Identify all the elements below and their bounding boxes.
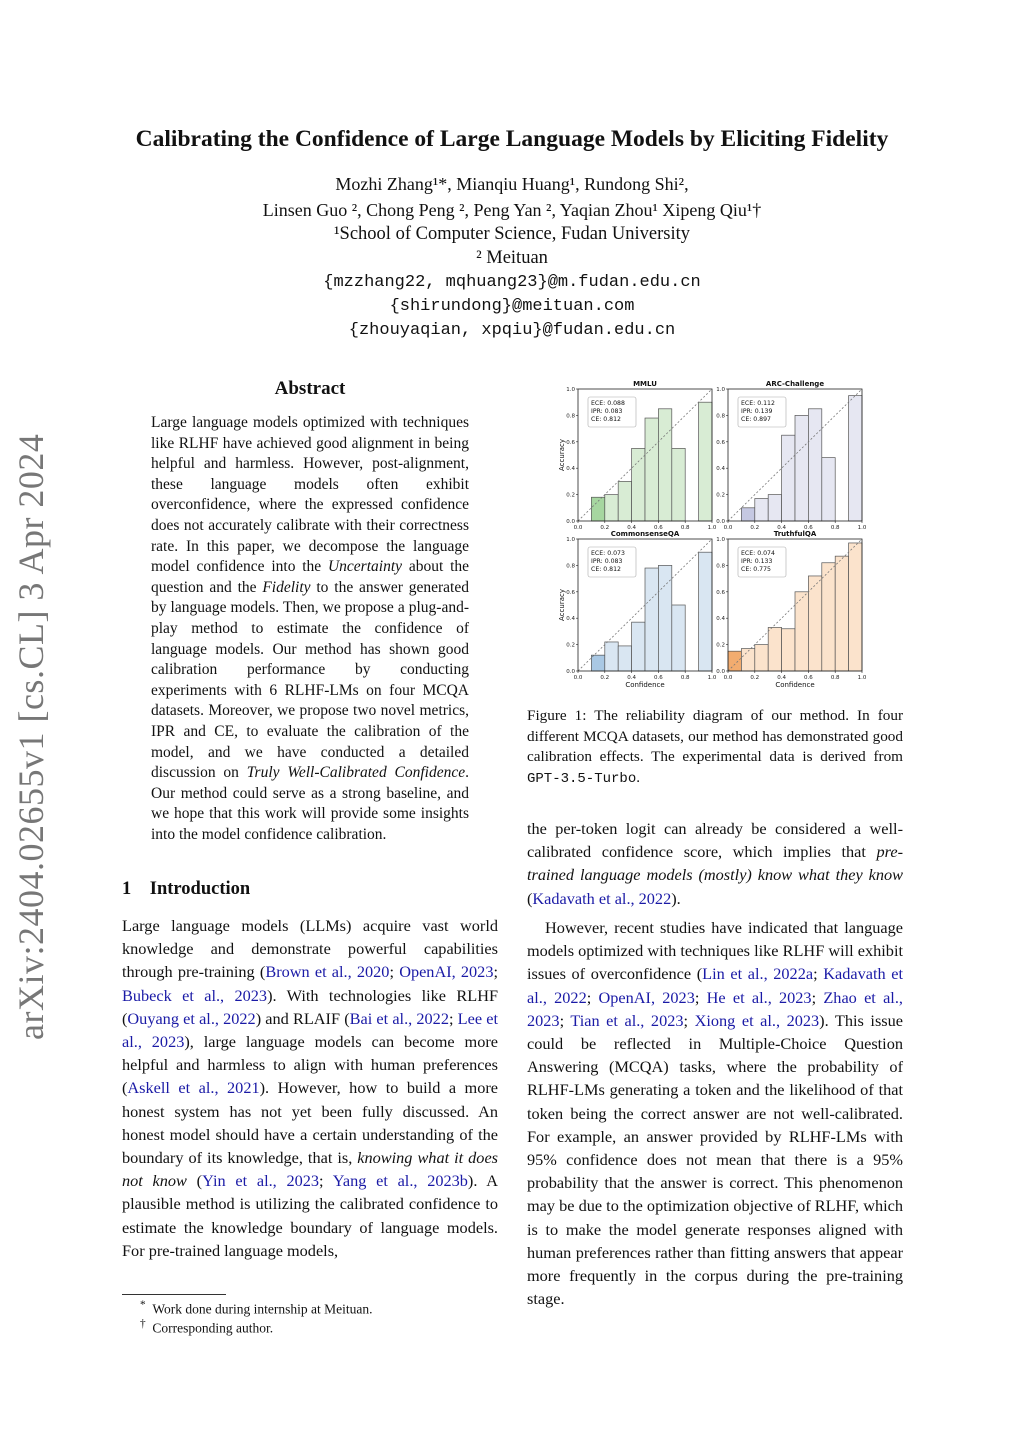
y-tick-label: 1.0 [566, 537, 575, 543]
chart-bar [849, 396, 862, 521]
chart-bar [808, 576, 821, 671]
y-tick-label: 0.8 [566, 413, 575, 420]
authors-line-2: Linsen Guo ², Chong Peng ², Peng Yan ², Yaqian Zhou¹ Xipeng Qiu¹† [262, 200, 762, 220]
metric-label: ECE: 0.073 [591, 550, 625, 557]
x-tick-label: 1.0 [707, 525, 717, 531]
x-tick-label: 0.6 [804, 675, 813, 681]
chart-title: ARC-Challenge [765, 380, 825, 388]
chart-bar [849, 543, 862, 671]
chart-bar [632, 622, 645, 671]
y-tick-label: 0.2 [716, 492, 725, 499]
affiliation-1: ¹School of Computer Science, Fudan University [334, 224, 690, 244]
y-tick-label: 0.8 [716, 563, 725, 570]
y-tick-label: 0.8 [566, 563, 575, 570]
chart-bar [768, 627, 781, 671]
email-line-2: {shirundong}@meituan.com [389, 297, 635, 316]
figure-1-caption: Figure 1: The reliability diagram of our method. In four different MCQA datasets, our method has demonstrated good calibration effects. The experimental data is derived from GPT-3.5-Turbo. [527, 707, 903, 787]
authors-line-1: Mozhi Zhang¹*, Mianqiu Huang¹, Rundong Shi², [335, 174, 689, 194]
chart-bar [672, 605, 685, 671]
abstract-heading: Abstract [274, 378, 346, 399]
y-axis-label: Accuracy [558, 589, 566, 621]
chart-bar [822, 458, 835, 521]
chart-bar [699, 402, 712, 521]
x-tick-label: 1.0 [707, 675, 717, 681]
footnote-1: * Work done during internship at Meituan. [140, 1299, 373, 1317]
y-tick-label: 0.0 [716, 519, 725, 525]
intro-paragraph: Large language models (LLMs) acquire vast world knowledge and demonstrate powerful capabilities through pre-training (Brown et al., 2020; OpenAI, 2023; Bubeck et al., 2023). With technologies like RLHF (Ouyang et al., 2022) and RLAIF (Bai et al., 2022; Lee et al., 2023), large language models can become more helpful and harmless to align with human preferences (Askell et al., 2021). However, how to build a more honest system has not yet been fully discussed. An honest model should have a certain understanding of the boundary of its knowledge, that is, knowing what it does not know (Yin et al., 2023; Yang et al., 2023b). A plausible method is utilizing the calibrated confidence to estimate the knowledge boundary of language models. For pre-trained language models, [122, 916, 499, 1260]
metric-label: IPR: 0.139 [741, 408, 773, 415]
citation[interactable]: Lin et al., 2022a [702, 964, 814, 984]
y-tick-label: 0.4 [716, 466, 725, 473]
y-tick-label: 0.6 [716, 589, 725, 596]
y-tick-label: 0.2 [566, 492, 575, 499]
x-tick-label: 1.0 [857, 675, 867, 681]
chart-bar [822, 563, 835, 671]
chart-panel [716, 380, 867, 531]
chart-panel [558, 530, 717, 688]
metric-label: CE: 0.812 [591, 566, 621, 573]
y-tick-label: 1.0 [716, 537, 725, 543]
chart-bar [658, 565, 671, 671]
x-tick-label: 0.4 [627, 525, 636, 531]
x-tick-label: 0.0 [723, 675, 733, 681]
chart-bar [835, 556, 848, 671]
y-tick-label: 0.6 [566, 589, 575, 596]
citation[interactable]: Askell et al., 2021 [127, 1078, 260, 1098]
citation[interactable]: OpenAI, 2023 [598, 987, 695, 1007]
chart-title: TruthfulQA [773, 530, 817, 538]
footnote-2: † Corresponding author. [140, 1318, 274, 1336]
metric-label: ECE: 0.112 [741, 400, 775, 407]
x-tick-label: 0.2 [600, 525, 610, 531]
chart-bar [795, 415, 808, 521]
y-tick-label: 0.6 [566, 439, 575, 446]
citation[interactable]: Xiong et al., 2023 [694, 1010, 820, 1030]
chart-bar [699, 552, 712, 671]
x-tick-label: 0.6 [654, 525, 663, 531]
arxiv-identifier: arXiv:2404.02655v1 [cs.CL] 3 Apr 2024 [11, 433, 51, 1040]
metric-label: IPR: 0.133 [741, 558, 773, 565]
chart-bar [618, 481, 631, 521]
x-axis-label: Confidence [625, 681, 665, 688]
metric-label: CE: 0.897 [741, 416, 771, 423]
email-line-1: {mzzhang22, mqhuang23}@m.fudan.edu.cn [323, 273, 701, 292]
metric-label: CE: 0.812 [591, 416, 621, 423]
metric-label: IPR: 0.083 [591, 408, 623, 415]
x-tick-label: 0.8 [680, 675, 690, 681]
chart-bar [741, 649, 754, 671]
chart-title: MMLU [633, 380, 657, 388]
citation[interactable]: Yang et al., 2023b [332, 1171, 468, 1191]
chart-bar [672, 448, 685, 521]
citation[interactable]: Brown et al., 2020 [265, 962, 390, 982]
x-tick-label: 0.2 [600, 675, 610, 681]
email-line-3: {zhouyaqian, xpqiu}@fudan.edu.cn [348, 321, 676, 340]
y-tick-label: 0.2 [566, 642, 575, 649]
citation[interactable]: OpenAI, 2023 [399, 962, 494, 982]
metric-label: IPR: 0.083 [591, 558, 623, 565]
chart-bar [605, 495, 618, 521]
citation[interactable]: Zhao et al., 2023 [527, 987, 903, 1030]
chart-bar [728, 651, 741, 671]
chart-bar [658, 409, 671, 521]
metric-label: ECE: 0.088 [591, 400, 625, 407]
citation[interactable]: Yin et al., 2023 [202, 1171, 320, 1191]
y-tick-label: 1.0 [566, 387, 575, 393]
x-tick-label: 0.8 [680, 525, 690, 531]
chart-bar [768, 495, 781, 521]
x-tick-label: 0.8 [830, 525, 840, 531]
chart-bar [795, 592, 808, 671]
metric-label: ECE: 0.074 [741, 550, 775, 557]
y-tick-label: 0.2 [716, 642, 725, 649]
y-tick-label: 1.0 [716, 387, 725, 393]
chart-bar [755, 499, 768, 521]
y-tick-label: 0.8 [716, 413, 725, 420]
x-tick-label: 0.8 [830, 675, 840, 681]
x-tick-label: 0.6 [654, 675, 663, 681]
citation[interactable]: Kadavath et al., 2022 [527, 964, 903, 1007]
chart-bar [741, 508, 754, 521]
paper-title: Calibrating the Confidence of Large Language Models by Eliciting Fidelity [135, 126, 889, 152]
chart-bar [782, 435, 795, 521]
x-tick-label: 0.4 [777, 525, 786, 531]
x-axis-label: Confidence [775, 681, 815, 688]
y-tick-label: 0.0 [566, 669, 575, 675]
x-tick-label: 0.0 [573, 675, 583, 681]
y-axis-label: Accuracy [558, 439, 566, 471]
x-tick-label: 0.4 [777, 675, 786, 681]
chart-bar [618, 646, 631, 671]
affiliation-2: ² Meituan [476, 248, 548, 268]
citation[interactable]: Ouyang et al., 2022 [127, 1008, 256, 1028]
chart-bar [632, 448, 645, 521]
x-tick-label: 0.2 [750, 525, 760, 531]
chart-bar [645, 418, 658, 521]
citation[interactable]: Bai et al., 2022 [349, 1008, 449, 1028]
chart-title: CommonsenseQA [610, 530, 680, 538]
x-tick-label: 0.2 [750, 675, 760, 681]
y-tick-label: 0.6 [716, 439, 725, 446]
x-tick-label: 0.0 [723, 525, 733, 531]
chart-bar [808, 409, 821, 521]
metric-label: CE: 0.775 [741, 566, 771, 573]
chart-bar [645, 568, 658, 671]
section-introduction-heading: 1 Introduction [122, 879, 251, 899]
chart-bar [755, 645, 768, 671]
right-paragraph-1: the per-token logit can already be considered a well-calibrated confidence score, which implies that pre-trained language models (mostly) know what they know (Kadavath et al., 2022). [527, 819, 903, 908]
footnote-rule [122, 1294, 226, 1295]
x-tick-label: 0.0 [573, 525, 583, 531]
y-tick-label: 0.4 [566, 466, 575, 473]
y-tick-label: 0.0 [566, 519, 575, 525]
y-tick-label: 0.4 [566, 616, 575, 623]
citation[interactable]: Lee et al., 2023 [122, 1008, 498, 1052]
y-tick-label: 0.4 [716, 616, 725, 623]
chart-panel [716, 530, 867, 688]
right-paragraph-2: However, recent studies have indicated that language models optimized with techniques like RLHF will exhibit issues of overconfidence (Lin et al., 2022a; Kadavath et al., 2022; OpenAI, 2023; He et al., 2023; Zhao et al., 2023; Tian et al., 2023; Xiong et al., 2023). This issue could be reflected in Multiple-Choice Question Answering (MCQA) tasks, where the probability of RLHF-LMs generating a token and the likelihood of that token being the correct answer are not well-calibrated. For example, an answer provided by RLHF-LMs with 95% confidence does not mean that there is a 95% probability that the answer is correct. This phenomenon may be due to the optimization objective of RLHF, which is to make the model generate responses aligned with human preferences rather than fitting answers that appear more frequently in the corpus during the pre-training stage. [527, 918, 903, 1309]
citation[interactable]: Kadavath et al., 2022 [532, 888, 672, 908]
citation[interactable]: He et al., 2023 [706, 987, 812, 1007]
citation[interactable]: Tian et al., 2023 [570, 1010, 684, 1030]
chart-bar [591, 655, 604, 671]
chart-bar [782, 629, 795, 671]
y-tick-label: 0.0 [716, 669, 725, 675]
citation[interactable]: Bubeck et al., 2023 [122, 985, 268, 1005]
x-tick-label: 1.0 [857, 525, 867, 531]
reliability-diagram-figure [556, 378, 870, 688]
abstract-body: Large language models optimized with techniques like RLHF have achieved good alignment in being helpful and harmless. However, post-alignment, these language models often exhibit overconfidence, where the expressed confidence does not accurately calibrate with their correctness rate. In this paper, we decompose the language model confidence into the Uncertainty about the question and the Fidelity to the answer generated by language models. Then, we propose a plug-and-play method to estimate the confidence of language models. Our method has shown good calibration performance by conducting experiments with 6 RLHF-LMs on four MCQA datasets. Moreover, we propose two novel metrics, IPR and CE, to evaluate the calibration of the model, and we have conducted a detailed discussion on Truly Well-Calibrated Confidence. Our method could serve as a strong baseline, and we hope that this work will provide some insights into the model confidence calibration. [151, 414, 470, 843]
x-tick-label: 0.6 [804, 525, 813, 531]
x-tick-label: 0.4 [627, 675, 636, 681]
chart-bar [605, 642, 618, 671]
chart-panel [558, 380, 717, 531]
